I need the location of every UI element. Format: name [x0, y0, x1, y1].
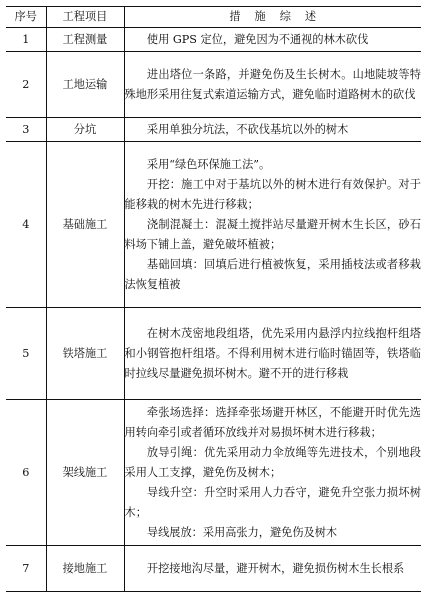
row-item: 工程测量 [46, 28, 124, 52]
row-desc [124, 28, 421, 52]
desc-paragraph: 采用“绿色环保施工法”。 [146, 157, 271, 171]
row-desc [124, 546, 421, 592]
row-no: 5 [6, 308, 46, 400]
row-desc [124, 118, 421, 142]
table-row [6, 142, 421, 308]
row-no: 3 [6, 118, 46, 142]
table-row [6, 308, 421, 400]
desc-paragraph: 放导引绳：优先采用动力伞放绳等先进技术，个别地段采用人工支撑，避免伤及树木； [124, 445, 421, 479]
row-desc [124, 142, 421, 308]
table-row [6, 400, 421, 546]
desc-paragraph: 进出塔位一条路，并避免伤及生长树木。山地陡坡等特殊地形采用往复式索道运输方式，避免临时道路树木的砍伐 [124, 67, 421, 101]
table-row [6, 118, 421, 142]
row-no: 4 [6, 142, 46, 308]
desc-paragraph: 使用 GPS 定位，避免因为不通视的林木砍伐 [146, 32, 369, 46]
table-row [6, 546, 421, 592]
table-row [6, 28, 421, 52]
row-item: 工地运输 [46, 52, 124, 118]
desc-paragraph: 采用单独分坑法，不砍伐基坑以外的树木 [146, 122, 349, 136]
desc-paragraph: 在树木茂密地段组塔，优先采用内悬浮内拉线抱杆组塔和小钢管抱杆组塔。不得利用树木进行临时锚固等，铁塔临时拉线尽量避免损坏树木。避不开的进行移栽 [124, 326, 421, 380]
table-row [6, 52, 421, 118]
desc-paragraph: 导线升空：升空时采用人力吞守，避免升空张力损坏树木； [124, 485, 421, 519]
header-row [6, 7, 421, 28]
row-item: 基础施工 [46, 142, 124, 308]
header-desc: 措施综述 [124, 7, 421, 28]
row-no: 7 [6, 546, 46, 592]
measures-table [6, 6, 421, 592]
row-item: 架线施工 [46, 400, 124, 546]
desc-paragraph: 浇制混凝土：混凝土搅拌站尽量避开树木生长区，砂石料场下铺上盖，避免破坏植被； [124, 217, 421, 251]
table-body [6, 28, 421, 592]
row-desc [124, 52, 421, 118]
desc-paragraph: 基础回填：回填后进行植被恢复，采用插枝法或者移栽法恢复植被 [124, 257, 421, 291]
header-no: 序号 [6, 7, 46, 28]
row-desc [124, 308, 421, 400]
row-desc [124, 400, 421, 546]
table-header [6, 7, 421, 28]
row-no: 1 [6, 28, 46, 52]
desc-paragraph: 开挖接地沟尽量，避开树木，避免损伤树木生长根系 [146, 561, 405, 575]
desc-paragraph: 开挖：施工中对于基坑以外的树木进行有效保护。对于能移栽的树木先进行移栽； [124, 177, 421, 211]
row-item: 铁塔施工 [46, 308, 124, 400]
row-item: 分坑 [46, 118, 124, 142]
desc-paragraph: 牵张场选择：选择牵张场避开林区，不能避开时优先选用转向牵引或者循环放线并对易损坏树木进行移栽； [124, 405, 421, 439]
row-no: 2 [6, 52, 46, 118]
header-item: 工程项目 [46, 7, 124, 28]
row-item: 接地施工 [46, 546, 124, 592]
row-no: 6 [6, 400, 46, 546]
desc-paragraph: 导线展放：采用高张力，避免伤及树木 [146, 525, 338, 539]
